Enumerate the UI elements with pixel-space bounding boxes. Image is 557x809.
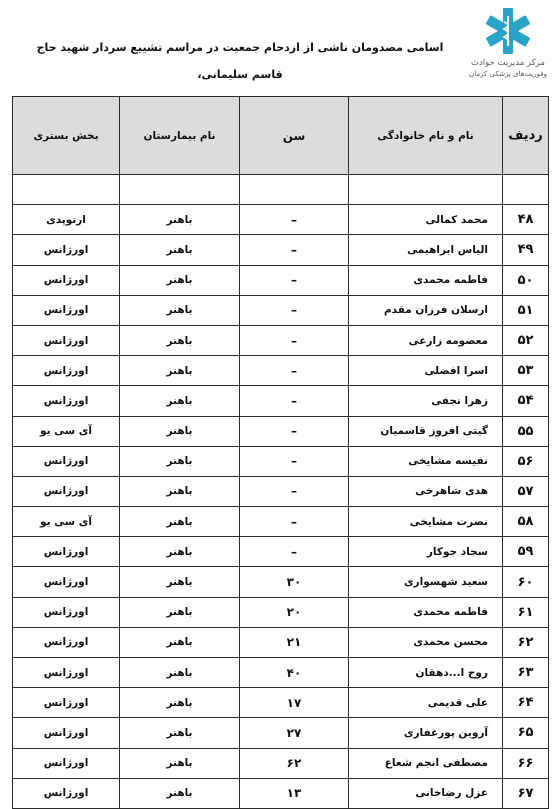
ward-cell: اورژانس [13,235,120,265]
row-number-cell: ۶۵ [503,718,549,748]
full-name-cell: عزل رضاخانی [349,778,503,808]
table-body [13,175,549,809]
full-name-cell: محسن محمدی [349,627,503,657]
ward-cell: اورژانس [13,658,120,688]
table-row [13,416,549,446]
header-gap [13,175,549,205]
table-row [13,235,549,265]
gap-cell [503,175,549,205]
table-row [13,778,549,808]
table-row [13,325,549,355]
gap-cell [13,175,120,205]
ward-cell: اورژانس [13,476,120,506]
hospital-cell: باهنر [120,265,240,295]
header-row [13,97,549,175]
table-row [13,567,549,597]
title-line1: اسامی مصدومان ناشی از ازدحام جمعیت در مراسم تشییع سردار شهید حاج قاسم سلیمانی، [36,41,444,81]
table-row [13,507,549,537]
ward-cell: اورژانس [13,567,120,597]
row-number-cell: ۵۶ [503,446,549,476]
age-cell: – [240,386,349,416]
age-cell: – [240,265,349,295]
hospital-cell: باهنر [120,205,240,235]
ward-cell: اورژانس [13,356,120,386]
table-row [13,476,549,506]
age-cell: – [240,235,349,265]
hospital-cell: باهنر [120,567,240,597]
full-name-cell: نفیسه مشایخی [349,446,503,476]
age-cell: – [240,476,349,506]
row-number-cell: ۴۸ [503,205,549,235]
full-name-cell: ارسلان فرزان مقدم [349,295,503,325]
star-of-life-icon [483,6,533,56]
logo [467,6,549,84]
header-row-number: ردیف [503,97,549,175]
row-number-cell: ۶۲ [503,627,549,657]
row-number-cell: ۴۹ [503,235,549,265]
row-number-cell: ۶۱ [503,597,549,627]
age-cell: – [240,295,349,325]
row-number-cell: ۵۰ [503,265,549,295]
hospital-cell: باهنر [120,416,240,446]
age-cell: ۲۷ [240,718,349,748]
logo-text-line2: وفوریت‌های پزشکی کرمان [469,70,547,78]
hospital-cell: باهنر [120,446,240,476]
ward-cell: اورژانس [13,597,120,627]
row-number-cell: ۵۴ [503,386,549,416]
full-name-cell: معصومه زارعی [349,325,503,355]
hospital-cell: باهنر [120,476,240,506]
age-cell: – [240,205,349,235]
table-row [13,597,549,627]
table-row [13,627,549,657]
hospital-cell: باهنر [120,537,240,567]
table-row [13,446,549,476]
header-hospital: نام بیمارستان [120,97,240,175]
hospital-cell: باهنر [120,356,240,386]
row-number-cell: ۶۶ [503,748,549,778]
hospital-cell: باهنر [120,627,240,657]
table-row [13,295,549,325]
full-name-cell: اسرا افضلی [349,356,503,386]
gap-cell [240,175,349,205]
age-cell: – [240,325,349,355]
row-number-cell: ۵۸ [503,507,549,537]
row-number-cell: ۵۱ [503,295,549,325]
ward-cell: اورژانس [13,537,120,567]
hospital-cell: باهنر [120,295,240,325]
ward-cell: اورژانس [13,446,120,476]
header-full-name: نام و نام خانوادگی [349,97,503,175]
row-number-cell: ۵۵ [503,416,549,446]
age-cell: – [240,507,349,537]
age-cell: ۴۰ [240,658,349,688]
hospital-cell: باهنر [120,718,240,748]
ward-cell: اورژانس [13,688,120,718]
ward-cell: اورژانس [13,295,120,325]
gap-cell [120,175,240,205]
ward-cell: اورژانس [13,325,120,355]
ward-cell: ارتوپدی [13,205,120,235]
header-ward: بخش بستری [13,97,120,175]
ward-cell: آی سی یو [13,507,120,537]
hospital-cell: باهنر [120,748,240,778]
row-number-cell: ۵۲ [503,325,549,355]
age-cell: ۱۳ [240,778,349,808]
table-row [13,718,549,748]
age-cell: – [240,416,349,446]
row-number-cell: ۵۳ [503,356,549,386]
full-name-cell: فاطمه محمدی [349,265,503,295]
hospital-cell: باهنر [120,778,240,808]
ward-cell: اورژانس [13,748,120,778]
full-name-cell: نصرت مشایخی [349,507,503,537]
hospital-cell: باهنر [120,658,240,688]
age-cell: – [240,537,349,567]
header-age: سن [240,97,349,175]
row-number-cell: ۵۹ [503,537,549,567]
full-name-cell: روح ا...دهقان [349,658,503,688]
ward-cell: اورژانس [13,778,120,808]
full-name-cell: گیتی افروز قاسمیان [349,416,503,446]
table-row [13,356,549,386]
table-row [13,205,549,235]
full-name-cell: الیاس ابراهیمی [349,235,503,265]
full-name-cell: مصطفی انجم شعاع [349,748,503,778]
full-name-cell: هدی شاهرخی [349,476,503,506]
table-header [13,97,549,175]
hospital-cell: باهنر [120,235,240,265]
age-cell: ۳۰ [240,567,349,597]
ward-cell: اورژانس [13,627,120,657]
ward-cell: آی سی یو [13,416,120,446]
ward-cell: اورژانس [13,718,120,748]
full-name-cell: محمد کمالی [349,205,503,235]
casualties-table [12,96,549,809]
logo-text-line1: مرکز مدیریت حوادث [471,58,545,68]
hospital-cell: باهنر [120,386,240,416]
ward-cell: اورژانس [13,386,120,416]
age-cell: ۱۷ [240,688,349,718]
gap-cell [349,175,503,205]
ward-cell: اورژانس [13,265,120,295]
row-number-cell: ۶۰ [503,567,549,597]
row-number-cell: ۶۳ [503,658,549,688]
age-cell: – [240,356,349,386]
full-name-cell: سجاد جوکار [349,537,503,567]
age-cell: ۲۱ [240,627,349,657]
table-row [13,748,549,778]
table-row [13,658,549,688]
row-number-cell: ۶۴ [503,688,549,718]
full-name-cell: زهرا نجفی [349,386,503,416]
age-cell: – [240,446,349,476]
full-name-cell: سعید شهسواری [349,567,503,597]
row-number-cell: ۵۷ [503,476,549,506]
table-row [13,537,549,567]
hospital-cell: باهنر [120,325,240,355]
table-row [13,265,549,295]
hospital-cell: باهنر [120,507,240,537]
table-row [13,688,549,718]
full-name-cell: فاطمه محمدی [349,597,503,627]
age-cell: ۶۲ [240,748,349,778]
row-number-cell: ۶۷ [503,778,549,808]
full-name-cell: آروین پورغفاری [349,718,503,748]
table-row [13,386,549,416]
hospital-cell: باهنر [120,597,240,627]
full-name-cell: علی قدیمی [349,688,503,718]
hospital-cell: باهنر [120,688,240,718]
age-cell: ۲۰ [240,597,349,627]
